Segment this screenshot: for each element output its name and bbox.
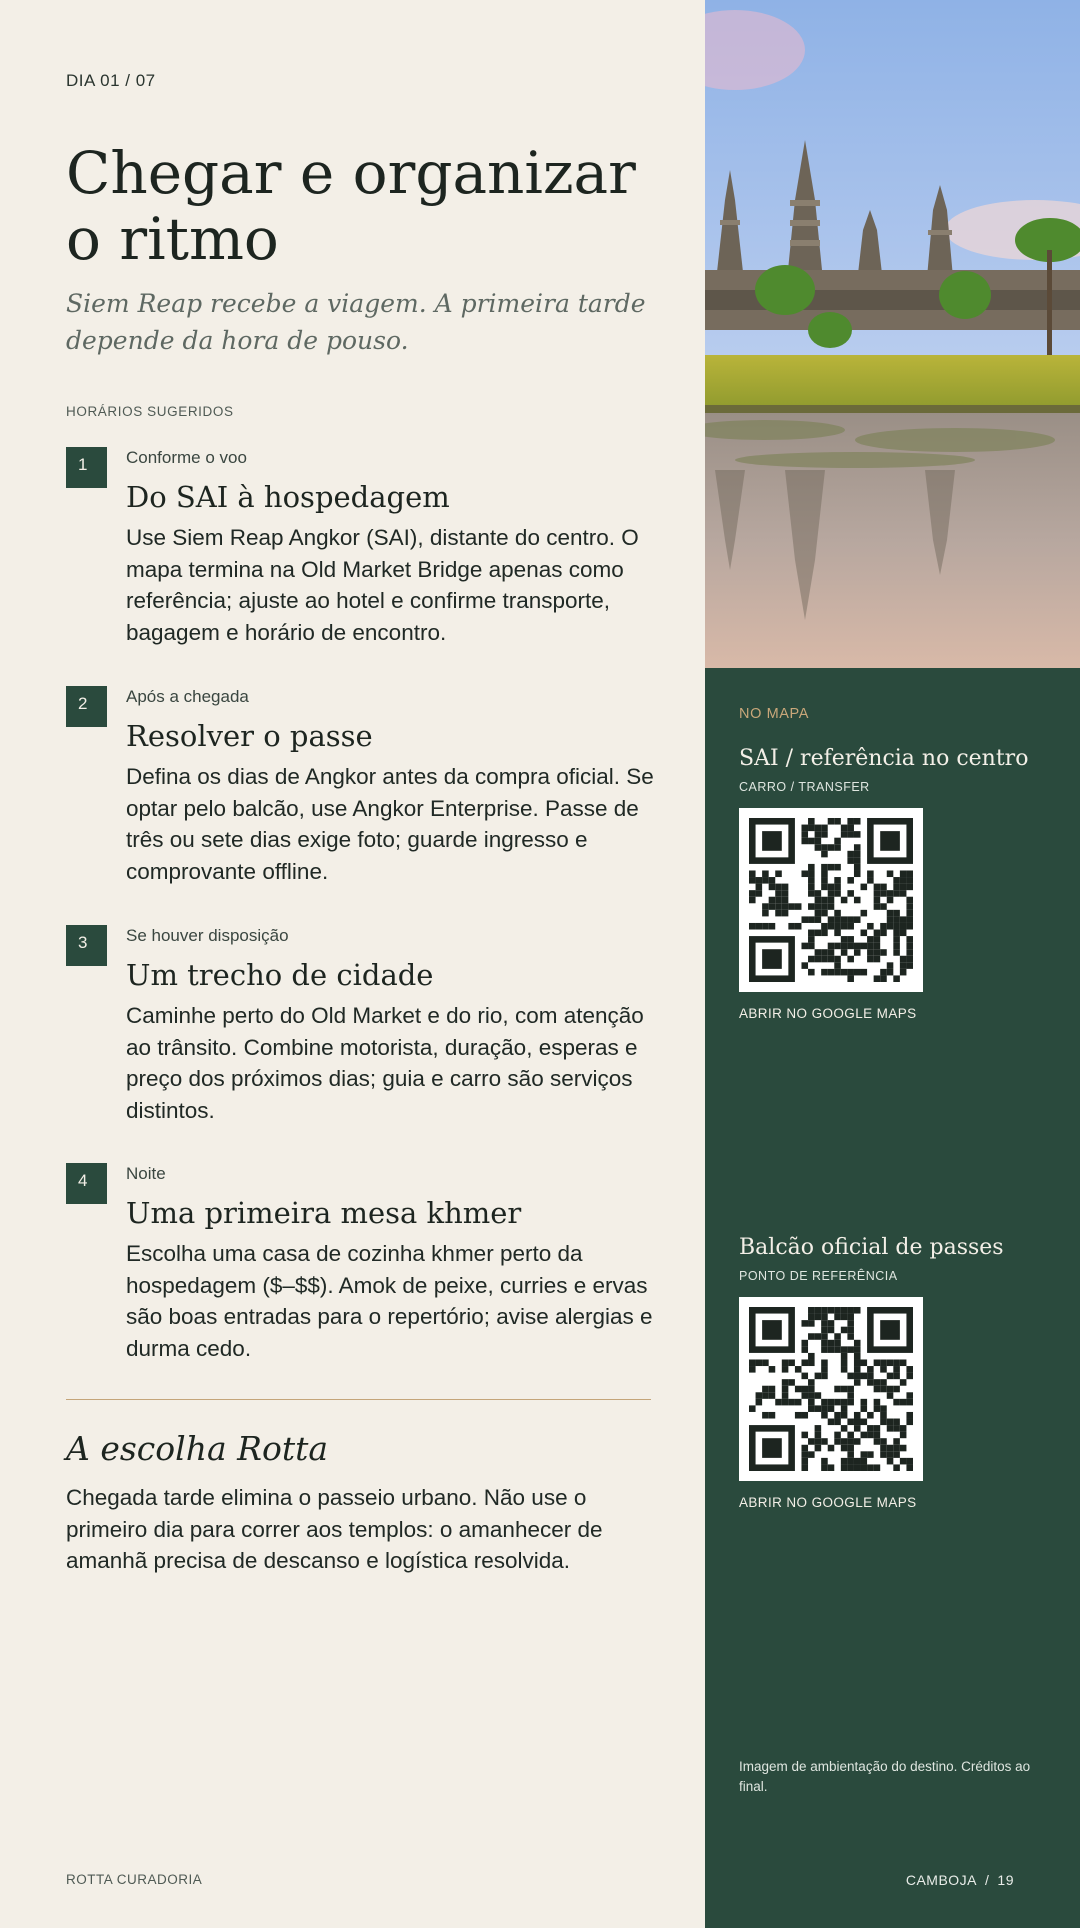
step-text: Escolha uma casa de cozinha khmer perto da hospedagem ($–$$). Amok de peixe, curries e ervas são boas entradas para o repertório; avise alergias e durma cedo. — [126, 1241, 653, 1361]
qr-code[interactable] — [739, 1297, 923, 1481]
footer-brand: ROTTA CURADORIA — [66, 1872, 203, 1887]
step-body — [126, 686, 656, 887]
right-column — [705, 0, 1080, 1928]
destination-photo — [705, 0, 1080, 668]
day-counter: DIA 01 / 07 — [66, 71, 156, 90]
footer-page-number: 19 — [997, 1872, 1014, 1888]
footer-country: CAMBOJA — [905, 1872, 978, 1888]
step-title: Do SAI à hospedagem — [126, 480, 450, 514]
page-subtitle: Siem Reap recebe a viagem. A primeira tarde depende da hora de pouso. — [66, 289, 646, 355]
map-location-2 — [739, 1233, 1049, 1512]
footer-separator: / — [985, 1872, 990, 1888]
temple-illustration — [705, 0, 1080, 668]
schedule-label: HORÁRIOS SUGERIDOS — [66, 404, 234, 419]
footer-page-info — [906, 1872, 1014, 1888]
step-title: Resolver o passe — [126, 719, 373, 753]
step-number: 1 — [66, 447, 107, 488]
step-kicker: Noite — [126, 1164, 166, 1183]
open-google-maps-link[interactable]: ABRIR NO GOOGLE MAPS — [739, 1006, 917, 1021]
map-label: NO MAPA — [739, 706, 809, 722]
step-text: Defina os dias de Angkor antes da compra oficial. Se optar pelo balcão, use Angkor Enterprise. Passe de três ou sete dias exige foto; guarde ingresso e comprovante offline. — [126, 764, 654, 884]
qr-code-icon — [749, 818, 913, 982]
location-title: SAI / referência no centro — [739, 746, 1029, 771]
step-text: Caminhe perto do Old Market e do rio, com atenção ao trânsito. Combine motorista, duração, esperas e preço dos próximos dias; guia e carro são serviços distintos. — [126, 1003, 644, 1123]
qr-code[interactable] — [739, 808, 923, 992]
page-title: Chegar e organizar o ritmo — [66, 139, 636, 273]
qr-code-icon — [749, 1307, 913, 1471]
step-title: Uma primeira mesa khmer — [126, 1196, 522, 1230]
choice-text: Chegada tarde elimina o passeio urbano. Não use o primeiro dia para correr aos templos: o amanhecer de amanhã precisa de descanso e logística resolvida. — [66, 1485, 603, 1573]
step-text: Use Siem Reap Angkor (SAI), distante do centro. O mapa termina na Old Market Bridge apenas como referência; ajuste ao hotel e confirme transporte, bagagem e horário de encontro. — [126, 525, 639, 645]
step-body — [126, 925, 656, 1126]
section-divider — [66, 1399, 651, 1400]
map-location-1 — [739, 744, 1049, 1023]
step-kicker: Após a chegada — [126, 687, 249, 706]
step-number: 4 — [66, 1163, 107, 1204]
location-title: Balcão oficial de passes — [739, 1235, 1004, 1260]
step-title: Um trecho de cidade — [126, 958, 434, 992]
step-number: 3 — [66, 925, 107, 966]
location-subtitle: PONTO DE REFERÊNCIA — [739, 1269, 898, 1283]
step-body — [126, 1163, 656, 1364]
location-subtitle: CARRO / TRANSFER — [739, 780, 870, 794]
choice-title: A escolha Rotta — [66, 1429, 329, 1468]
open-google-maps-link[interactable]: ABRIR NO GOOGLE MAPS — [739, 1495, 917, 1510]
step-body — [126, 447, 656, 648]
step-kicker: Conforme o voo — [126, 448, 247, 467]
image-credit: Imagem de ambientação do destino. Créditos ao final. — [739, 1759, 1031, 1794]
step-kicker: Se houver disposição — [126, 926, 289, 945]
step-number: 2 — [66, 686, 107, 727]
